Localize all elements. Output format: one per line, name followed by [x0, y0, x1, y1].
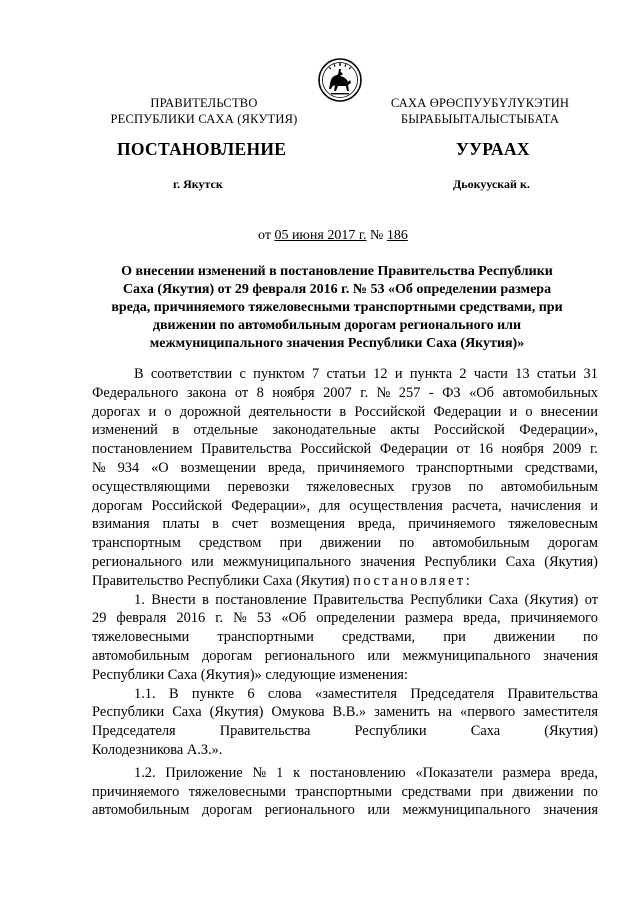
justified-line — [92, 801, 598, 820]
justified-line — [92, 609, 598, 628]
word: транспортным — [92, 535, 181, 552]
paragraph-preamble — [92, 365, 598, 591]
word: вреда, — [560, 764, 598, 781]
word: 1 — [276, 764, 284, 781]
word: В — [134, 366, 144, 382]
word: осуществления — [349, 497, 443, 514]
word: отдельные — [193, 422, 258, 439]
word: при — [480, 783, 504, 800]
word: 13 — [515, 366, 530, 382]
word: постановлением — [92, 441, 193, 458]
city-sah: Дьокуускай к. — [453, 177, 530, 191]
word: февраля — [116, 610, 167, 627]
document-title — [72, 263, 602, 353]
word: перевозки — [227, 478, 290, 495]
justified-line — [92, 440, 598, 459]
word: автомобильным — [92, 647, 190, 664]
date-number-line — [258, 228, 408, 244]
word: - — [428, 384, 434, 401]
word: регионального — [92, 553, 182, 570]
word: дорогам — [201, 647, 253, 664]
word: значения — [543, 647, 598, 664]
word: 1. — [134, 591, 145, 608]
header-left-line: ПРАВИТЕЛЬСТВО — [150, 96, 258, 110]
word: с — [239, 366, 246, 382]
word: г. — [590, 441, 598, 458]
word: Омукова — [271, 704, 325, 721]
word: дорожной — [179, 403, 241, 420]
word: средством — [198, 535, 262, 552]
word: размера — [502, 764, 551, 781]
resolve-verb: постановляет: — [353, 572, 473, 589]
word: межмуниципального — [222, 553, 352, 570]
document-body — [92, 365, 598, 820]
word: «Показатели — [415, 764, 493, 781]
word: средствами, — [524, 459, 598, 476]
word: 12 — [373, 366, 388, 382]
word: в — [339, 403, 347, 420]
word: причиняемого — [317, 459, 405, 476]
word: движении — [493, 629, 555, 646]
word: и — [394, 366, 403, 382]
word: изменений — [92, 422, 158, 439]
word: от — [584, 591, 598, 608]
word: дорогам — [201, 802, 253, 819]
word: пунктом — [253, 366, 305, 382]
word: в — [202, 591, 209, 608]
word: № — [252, 764, 267, 781]
header-right-line: САХА ӨРӨСПУУБҮЛҮКЭТИН — [390, 96, 570, 110]
word: «первого — [460, 704, 516, 721]
word: 53 — [256, 610, 272, 627]
number-prefix: № — [369, 228, 384, 243]
justified-line — [92, 628, 598, 647]
word: г. — [360, 384, 369, 401]
word: Правительства — [201, 441, 292, 458]
word: № — [233, 610, 247, 627]
word: Федерации», — [231, 497, 311, 514]
word: грузов — [411, 478, 452, 495]
word: в — [212, 516, 219, 533]
word: определении — [316, 610, 395, 627]
word: для — [319, 497, 341, 514]
word: слова — [267, 685, 302, 702]
word: платы — [162, 516, 200, 533]
word: Федерации», — [519, 422, 598, 439]
word: межмуниципального — [402, 802, 531, 819]
word: осуществляющими — [92, 478, 211, 495]
word: части — [473, 366, 508, 382]
word: средствами, — [341, 629, 416, 646]
word: Республики — [424, 553, 497, 570]
word: Российской — [433, 422, 505, 439]
word: от — [456, 441, 470, 458]
word: 257 — [398, 384, 421, 401]
word: ФЗ — [442, 384, 461, 401]
word: «О — [151, 459, 169, 476]
word: 1.1. — [134, 685, 156, 702]
document-date: 05 июня 2017 г. — [274, 228, 367, 243]
word: регионального — [264, 802, 355, 819]
justified-line — [92, 685, 598, 704]
header-left-line: РЕСПУБЛИКИ САХА (ЯКУТИЯ) — [110, 112, 298, 126]
word: вреда, — [267, 459, 306, 476]
word: значения — [543, 802, 598, 819]
paragraph-item-1-1 — [92, 685, 598, 760]
word: дорогам — [547, 535, 598, 552]
word: транспортными — [295, 783, 392, 800]
title-line: движении по автомобильным дорогам регионального или — [152, 318, 522, 333]
word: расчета, — [451, 497, 502, 514]
justified-line — [92, 478, 598, 497]
word: тяжеловесными — [92, 629, 190, 646]
word: от — [234, 384, 249, 401]
word: при — [443, 629, 466, 646]
word: Правительства — [219, 723, 311, 740]
doc-type-ru: ПОСТАНОВЛЕНИЕ — [117, 139, 287, 159]
word: 6 — [247, 685, 255, 702]
word: транспортными — [217, 629, 314, 646]
word: Саха — [505, 553, 536, 570]
word: взимания — [92, 516, 150, 533]
justified-line — [92, 365, 598, 384]
word: г. — [215, 610, 224, 627]
justified-line — [92, 497, 598, 516]
preamble-end-text: Правительство Республики Саха (Якутия) — [92, 572, 350, 589]
word: постановлению — [309, 764, 406, 781]
word: Саха — [488, 591, 519, 608]
word: причиняемого — [510, 610, 598, 627]
title-line: межмуниципального значения Республики Саха (Якутия)» — [149, 336, 525, 351]
word: причиняемого — [408, 516, 496, 533]
word: заместителя — [523, 704, 598, 721]
justified-line — [92, 515, 598, 534]
word: или — [367, 802, 390, 819]
word: В.В.» — [332, 704, 367, 721]
word: В — [168, 685, 179, 702]
word: законодательные — [272, 422, 376, 439]
doc-type-sah: УУРААХ — [456, 139, 530, 159]
word: вреда, — [463, 610, 501, 627]
word: на — [437, 704, 453, 721]
word: (Якутия) — [544, 553, 598, 570]
paragraph-last-line: Колодезникова А.З.». — [92, 741, 223, 758]
word: счет — [231, 516, 258, 533]
word: и — [509, 403, 518, 420]
word: Республики — [92, 704, 165, 721]
word: 29 — [92, 610, 107, 627]
word: о — [164, 403, 172, 420]
word: Федерации — [379, 441, 448, 458]
title-line: Саха (Якутия) от 29 февраля 2016 г. № 53 «Об определении размера — [122, 282, 552, 297]
word: деятельности — [248, 403, 332, 420]
word: значения — [360, 553, 416, 570]
word: Республики — [354, 723, 427, 740]
title-line: О внесении изменений в постановление Правительства Республики — [121, 264, 553, 279]
word: внесении — [540, 403, 598, 420]
word: движении — [512, 783, 574, 800]
word: Приложение — [165, 764, 243, 781]
paragraph-last-line — [92, 572, 598, 591]
coat-of-arms-icon — [318, 58, 362, 102]
word: статьи — [536, 366, 577, 382]
word: соответствии — [150, 366, 233, 382]
word: дорогах — [92, 403, 141, 420]
word: «заместителя — [315, 685, 398, 702]
word: Правительства — [313, 591, 404, 608]
word: «Об — [281, 610, 307, 627]
word: Российской — [354, 403, 426, 420]
word: заменить — [374, 704, 430, 721]
word: автомобильным — [500, 478, 598, 495]
word: по — [399, 535, 415, 552]
government-name-sah — [370, 95, 590, 127]
word: постановление — [215, 591, 307, 608]
word: тяжеловесными — [188, 783, 287, 800]
word: № — [92, 459, 106, 476]
word: 16 — [478, 441, 493, 458]
word: 2007 — [323, 384, 352, 401]
paragraph-item-1 — [92, 591, 598, 685]
word: 2 — [459, 366, 467, 382]
word: возмещения — [270, 516, 346, 533]
word: вреда, — [357, 516, 396, 533]
word: Председателя — [92, 723, 176, 740]
word: акты — [390, 422, 420, 439]
word: дорогам — [92, 497, 143, 514]
word: движении — [320, 535, 382, 552]
word: 934 — [117, 459, 140, 476]
justified-line — [92, 703, 598, 722]
word: по — [583, 629, 598, 646]
word: (Якутия) — [209, 704, 264, 721]
word: Республики — [410, 591, 483, 608]
word: транспортными — [416, 459, 513, 476]
word: причиняемого — [92, 783, 180, 800]
word: при — [279, 535, 303, 552]
date-prefix: от — [258, 228, 271, 243]
word: по — [468, 478, 484, 495]
word: или — [367, 647, 390, 664]
word: 7 — [311, 366, 320, 382]
justified-line — [92, 534, 598, 553]
word: в — [172, 422, 180, 439]
word: статьи — [326, 366, 366, 382]
word: о — [525, 403, 533, 420]
word: размера — [404, 610, 454, 627]
city-ru: г. Якутск — [173, 177, 223, 191]
word: закона — [186, 384, 227, 401]
word: возмещении — [180, 459, 256, 476]
word: тяжеловесным — [508, 516, 598, 533]
word: или — [191, 553, 214, 570]
word: к — [293, 764, 301, 781]
word: средствами — [401, 783, 472, 800]
word: начисления — [510, 497, 582, 514]
word: «Об — [469, 384, 495, 401]
justified-line — [92, 647, 598, 666]
word: межмуниципального — [402, 647, 531, 664]
word: тяжеловесных — [306, 478, 395, 495]
word: № — [376, 384, 391, 401]
word: Федерального — [92, 384, 179, 401]
justified-line — [92, 384, 598, 403]
word: 8 — [256, 384, 264, 401]
word: 2016 — [176, 610, 206, 627]
word: (Якутия) — [524, 591, 579, 608]
word: пункте — [191, 685, 234, 702]
justified-line — [92, 421, 598, 440]
title-line: вреда, причиняемого тяжеловесными транспортными средствами, при — [111, 300, 563, 315]
header-right-line: БЫРАБЫЫТАЛЫСТЫБАТА — [400, 112, 560, 126]
government-name-ru — [94, 95, 314, 127]
word: пункта — [409, 366, 453, 382]
word: автомобильным — [432, 535, 530, 552]
word: Внести — [151, 591, 196, 608]
word: 31 — [583, 366, 598, 382]
paragraph-last-line: Республики Саха (Якутия)» следующие изменения: — [92, 666, 408, 683]
justified-line — [92, 591, 598, 610]
word: (Якутия) — [544, 723, 598, 740]
justified-line — [92, 722, 598, 741]
word: Федерации — [433, 403, 502, 420]
word: Правительства — [507, 685, 598, 702]
word: по — [583, 783, 598, 800]
word: Председателя — [410, 685, 495, 702]
paragraph-item-1-2 — [92, 764, 598, 820]
word: и — [148, 403, 157, 420]
word: 2009 — [552, 441, 582, 458]
word: и — [590, 497, 598, 514]
word: Российской — [151, 497, 223, 514]
word: Российской — [300, 441, 372, 458]
justified-line — [92, 403, 598, 422]
justified-line — [92, 459, 598, 478]
word: Саха — [470, 723, 501, 740]
word: Саха — [172, 704, 202, 721]
justified-line — [92, 553, 598, 572]
word: автомобильным — [92, 802, 190, 819]
document-number: 186 — [386, 228, 408, 243]
word: регионального — [264, 647, 355, 664]
word: автомобильных — [502, 384, 598, 401]
word: ноября — [501, 441, 544, 458]
justified-line — [92, 764, 598, 783]
word: 1.2. — [134, 764, 156, 781]
justified-line — [92, 783, 598, 802]
word: ноября — [272, 384, 315, 401]
